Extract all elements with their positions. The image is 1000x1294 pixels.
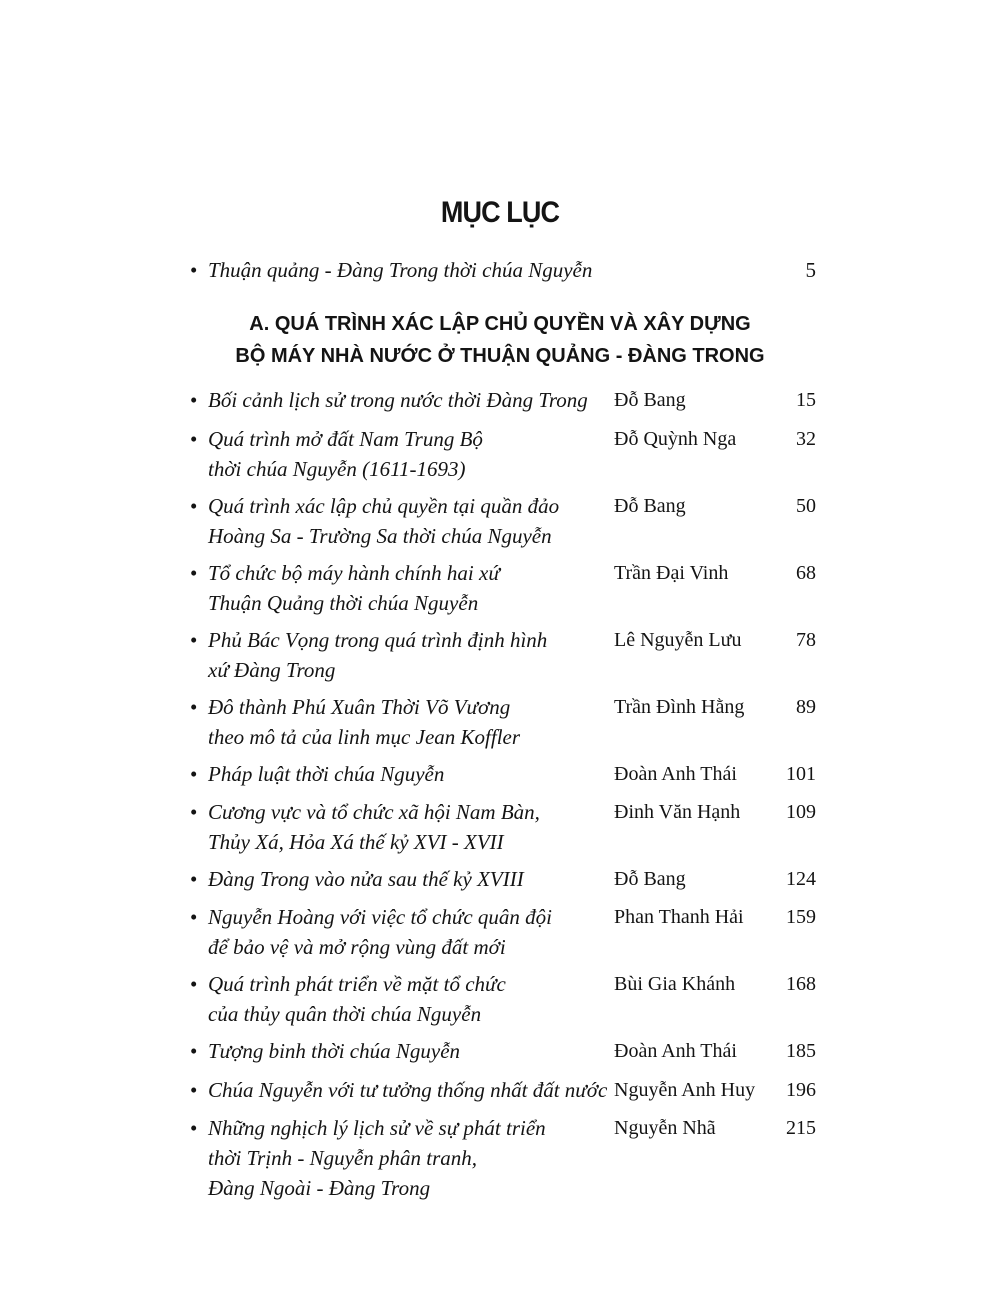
entry-title-line: Thủy Xá, Hỏa Xá thế kỷ XVI - XVII bbox=[208, 830, 504, 854]
entry-page: 5 bbox=[805, 258, 816, 282]
entry-page: 215 bbox=[786, 1117, 816, 1139]
entry-title-line: Đô thành Phú Xuân Thời Võ Vương bbox=[208, 695, 511, 719]
entry-author: Nguyễn Anh Huy bbox=[614, 1079, 756, 1101]
entry-title-line: Tổ chức bộ máy hành chính hai xứ bbox=[208, 561, 500, 585]
entry-page: 168 bbox=[786, 973, 816, 995]
entry-title bbox=[208, 692, 608, 752]
entry-title-line: thời chúa Nguyễn (1611-1693) bbox=[208, 457, 466, 481]
entry-title bbox=[208, 1075, 608, 1105]
entry-title-line: Quá trình xác lập chủ quyền tại quần đảo bbox=[208, 494, 560, 518]
bullet: • bbox=[190, 494, 198, 518]
entry-title bbox=[208, 491, 608, 551]
entry-title bbox=[208, 1113, 608, 1203]
bullet: • bbox=[190, 1116, 198, 1140]
entry-page: 89 bbox=[796, 696, 816, 718]
entry-title bbox=[208, 424, 608, 484]
entry-title-line: Thuận Quảng thời chúa Nguyễn bbox=[208, 591, 479, 615]
entry-title: Thuận quảng - Đàng Trong thời chúa Nguyễn bbox=[208, 258, 593, 282]
entry-author: Đỗ Bang bbox=[614, 389, 686, 411]
entry-title bbox=[208, 759, 608, 789]
bullet: • bbox=[190, 427, 198, 451]
entry-title-line: Hoàng Sa - Trường Sa thời chúa Nguyễn bbox=[208, 524, 552, 548]
entry-title-line: Chúa Nguyễn với tư tưởng thống nhất đất nước bbox=[208, 1078, 608, 1102]
entry-page: 185 bbox=[786, 1040, 816, 1062]
entry-title-line: Bối cảnh lịch sử trong nước thời Đàng Trong bbox=[208, 388, 588, 412]
entry-page: 109 bbox=[786, 801, 816, 823]
entry-title-line: Quá trình mở đất Nam Trung Bộ bbox=[208, 427, 483, 451]
entry-author: Đỗ Quỳnh Nga bbox=[614, 428, 737, 450]
entry-title bbox=[208, 797, 608, 857]
entry-title-line: Pháp luật thời chúa Nguyễn bbox=[208, 762, 445, 786]
bullet: • bbox=[190, 800, 198, 824]
entry-author: Đỗ Bang bbox=[614, 868, 686, 890]
entry-title-line: theo mô tả của linh mục Jean Koffler bbox=[208, 725, 521, 749]
entry-page: 101 bbox=[786, 763, 816, 785]
entry-title bbox=[208, 902, 608, 962]
entry-author: Trần Đại Vinh bbox=[614, 562, 729, 584]
entry-title bbox=[208, 558, 608, 618]
section-heading-line-1: A. QUÁ TRÌNH XÁC LẬP CHỦ QUYỀN VÀ XÂY DỰNG bbox=[249, 313, 751, 335]
page-title: MỤC LỤC bbox=[440, 196, 560, 229]
section-heading-line-2: BỘ MÁY NHÀ NƯỚC Ở THUẬN QUẢNG - ĐÀNG TRONG bbox=[235, 345, 765, 367]
entry-title-line: Phủ Bác Vọng trong quá trình định hình bbox=[208, 628, 548, 652]
entry-page: 68 bbox=[796, 562, 816, 584]
entry-author: Nguyễn Nhã bbox=[614, 1117, 716, 1139]
entry-page: 196 bbox=[786, 1079, 816, 1101]
bullet: • bbox=[190, 867, 198, 891]
entry-title-line: Quá trình phát triển về mặt tổ chức bbox=[208, 972, 506, 996]
entry-title-line: Tượng binh thời chúa Nguyễn bbox=[208, 1039, 461, 1063]
entry-title bbox=[208, 625, 608, 685]
entry-author: Đoàn Anh Thái bbox=[614, 1040, 737, 1062]
entry-title-line: của thủy quân thời chúa Nguyễn bbox=[208, 1002, 482, 1026]
entry-author: Đoàn Anh Thái bbox=[614, 763, 737, 785]
bullet: • bbox=[190, 388, 198, 412]
entry-title-line: Cương vực và tổ chức xã hội Nam Bàn, bbox=[208, 800, 540, 824]
entry-author: Bùi Gia Khánh bbox=[614, 973, 736, 995]
bullet: • bbox=[190, 561, 198, 585]
entry-page: 15 bbox=[796, 389, 816, 411]
entry-title bbox=[208, 1036, 608, 1066]
bullet: • bbox=[190, 905, 198, 929]
entry-page: 124 bbox=[786, 868, 816, 890]
bullet: • bbox=[190, 762, 198, 786]
entry-author: Đỗ Bang bbox=[614, 495, 686, 517]
entry-title bbox=[208, 969, 608, 1029]
bullet: • bbox=[190, 695, 198, 719]
bullet: • bbox=[190, 258, 198, 282]
entry-title-line: thời Trịnh - Nguyễn phân tranh, bbox=[208, 1146, 478, 1170]
entry-author: Lê Nguyễn Lưu bbox=[614, 629, 742, 651]
entry-author: Trần Đình Hằng bbox=[614, 696, 745, 718]
section-heading bbox=[0, 308, 1000, 372]
entry-title-line: Những nghịch lý lịch sử về sự phát triển bbox=[208, 1116, 546, 1140]
entry-page: 50 bbox=[796, 495, 816, 517]
entry-title-line: Đàng Trong vào nửa sau thế kỷ XVIII bbox=[208, 867, 524, 891]
entry-author: Phan Thanh Hải bbox=[614, 906, 744, 928]
entry-page: 159 bbox=[786, 906, 816, 928]
bullet: • bbox=[190, 1039, 198, 1063]
entry-title-line: xứ Đàng Trong bbox=[208, 658, 336, 682]
entry-title bbox=[208, 385, 608, 415]
entry-page: 78 bbox=[796, 629, 816, 651]
entry-author: Đinh Văn Hạnh bbox=[614, 801, 741, 823]
bullet: • bbox=[190, 1078, 198, 1102]
entry-title bbox=[208, 864, 608, 894]
entry-title-line: Đàng Ngoài - Đàng Trong bbox=[208, 1176, 431, 1200]
bullet: • bbox=[190, 972, 198, 996]
bullet: • bbox=[190, 628, 198, 652]
entry-page: 32 bbox=[796, 428, 816, 450]
entry-title-line: Nguyễn Hoàng với việc tổ chức quân đội bbox=[208, 905, 552, 929]
entry-title-line: để bảo vệ và mở rộng vùng đất mới bbox=[208, 935, 506, 959]
